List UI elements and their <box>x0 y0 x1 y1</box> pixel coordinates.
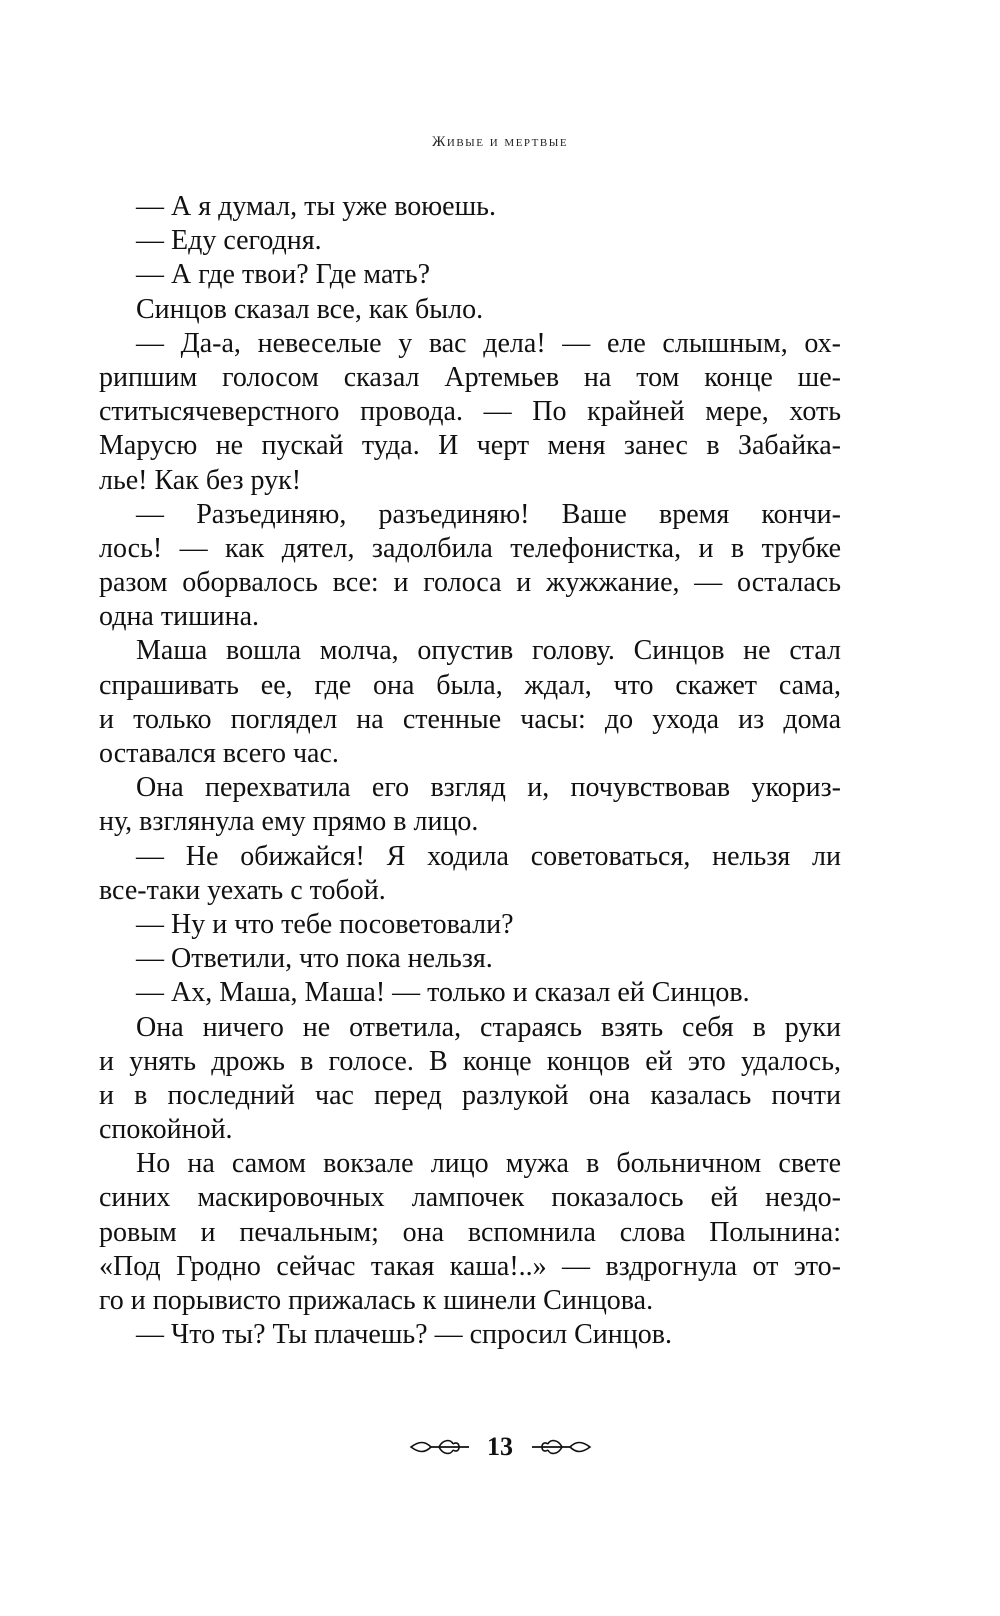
page-number: 13 <box>487 1432 513 1462</box>
running-head: Живые и мертвые <box>431 134 569 150</box>
text-line: — Не обижайся! Я ходила советоваться, нельзя ли <box>136 840 841 872</box>
text-line: ститысячеверстного провода. — По крайней мере, хоть <box>99 396 841 428</box>
text-line: оставался всего час. <box>99 738 339 769</box>
text-line: одна тишина. <box>99 601 260 633</box>
text-line: все-таки уехать с тобой. <box>99 874 386 906</box>
text-line: «Под Гродно сейчас такая каша!..» — вздрогнула от это- <box>99 1250 841 1282</box>
text-line: спрашивать ее, где она была, ждал, что скажет сама, <box>99 669 841 701</box>
text-line: и в последний час перед разлукой она казалась почти <box>99 1079 841 1111</box>
text-line: Она перехватила его взгляд и, почувствовав укориз- <box>136 772 841 804</box>
text-line: Марусю не пускай туда. И черт меня занес в Забайка- <box>99 430 841 462</box>
text-line: ровым и печальным; она вспомнила слова Полынина: <box>99 1216 841 1248</box>
text-line: Маша вошла молча, опустив голову. Синцов не стал <box>136 635 841 667</box>
text-line: Синцов сказал все, как было. <box>136 293 484 325</box>
text-line: — А я думал, ты уже воюешь. <box>136 191 496 222</box>
text-line: — Что ты? Ты плачешь? — спросил Синцов. <box>136 1319 672 1351</box>
text-line: — Ах, Маша, Маша! — только и сказал ей Синцов. <box>136 977 750 1009</box>
text-line: — А где твои? Где мать? <box>136 259 431 291</box>
text-line: ну, взглянула ему прямо в лицо. <box>99 806 479 838</box>
text-line: го и порывисто прижалась к шинели Синцова. <box>99 1285 654 1316</box>
left-ornament-icon <box>409 1436 471 1458</box>
page-footer <box>0 1430 1000 1462</box>
text-line: спокойной. <box>99 1114 233 1146</box>
text-line: — Еду сегодня. <box>136 225 322 257</box>
body-text <box>99 190 841 1352</box>
text-line: Но на самом вокзале лицо мужа в больничном свете <box>136 1148 841 1180</box>
text-line: лье! Как без рук! <box>99 464 302 496</box>
text-line: — Разъединяю, разъединяю! Ваше время кончи- <box>136 498 841 530</box>
text-line: лось! — как дятел, задолбила телефонистка, и в трубке <box>99 532 841 564</box>
text-line: рипшим голосом сказал Артемьев на том конце ше- <box>99 361 841 393</box>
text-line: синих маскировочных лампочек показалось ей нездо- <box>99 1182 841 1214</box>
text-line: — Ну и что тебе посоветовали? <box>136 908 514 940</box>
text-line: разом оборвалось все: и голоса и жужжание, — осталась <box>99 567 841 599</box>
right-ornament-icon <box>530 1436 592 1458</box>
text-line: Она ничего не ответила, стараясь взять себя в руки <box>136 1011 841 1043</box>
text-line: — Да-а, невеселые у вас дела! — еле слышным, ох- <box>136 327 841 359</box>
text-line: и только поглядел на стенные часы: до ухода из дома <box>99 703 841 735</box>
text-line: и унять дрожь в голосе. В конце концов ей это удалось, <box>99 1045 841 1077</box>
text-line: — Ответили, что пока нельзя. <box>136 943 493 975</box>
